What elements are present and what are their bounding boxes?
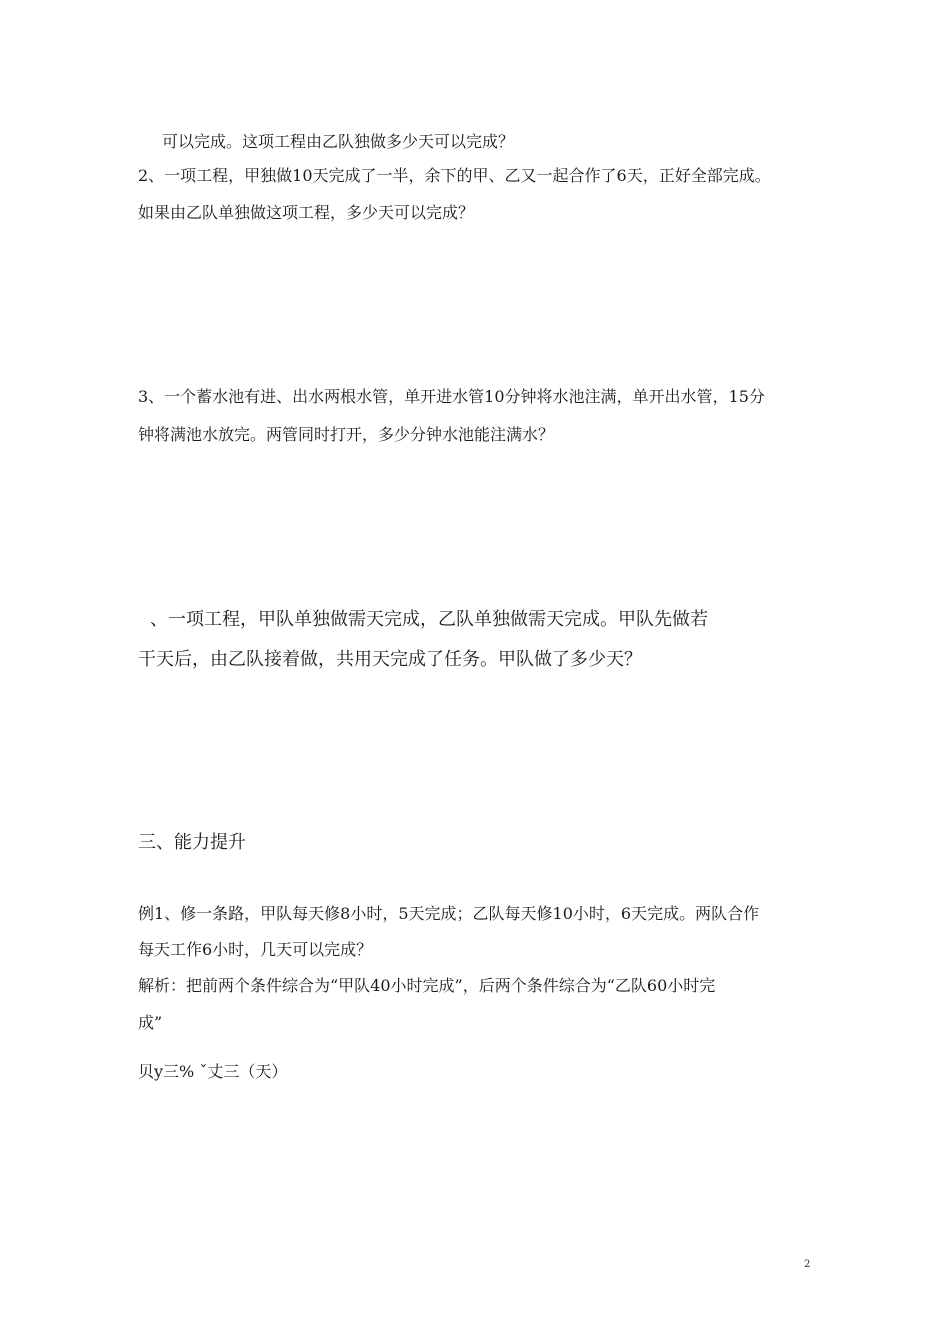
question-4-line-1: 、一项工程，甲队单独做需天完成，乙队单独做需天完成。甲队先做若 — [150, 609, 708, 630]
question-2-line-2: 如果由乙队单独做这项工程，多少天可以完成？ — [138, 203, 475, 222]
question-4-line-2: 干天后，由乙队接着做，共用天完成了任务。甲队做了多少天？ — [138, 649, 642, 670]
page-number: 2 — [804, 1259, 811, 1270]
question-2-line-1: 2、一项工程，甲独做10天完成了一半，余下的甲、乙又一起合作了6天，正好全部完成。 — [138, 166, 771, 185]
question-3-line-2: 钟将满池水放完。两管同时打开，多少分钟水池能注满水？ — [138, 425, 555, 444]
analysis-line-2: 成” — [138, 1013, 163, 1032]
section-heading: 三、能力提升 — [138, 832, 246, 853]
analysis-line-1: 解析：把前两个条件综合为“甲队40小时完成”，后两个条件综合为“乙队60小时完 — [138, 976, 716, 995]
question-3-line-1: 3、一个蓄水池有进、出水两根水管，单开进水管10分钟将水池注满，单开出水管，15分 — [138, 387, 765, 406]
example-1-line-2: 每天工作6小时，几天可以完成？ — [138, 940, 373, 959]
question-1-continuation: 可以完成。这项工程由乙队独做多少天可以完成？ — [162, 132, 515, 151]
formula-line: 贝y三% ˇ丈三（天） — [138, 1062, 288, 1081]
example-1-line-1: 例1、修一条路，甲队每天修8小时，5天完成；乙队每天修10小时，6天完成。两队合作 — [138, 904, 760, 923]
